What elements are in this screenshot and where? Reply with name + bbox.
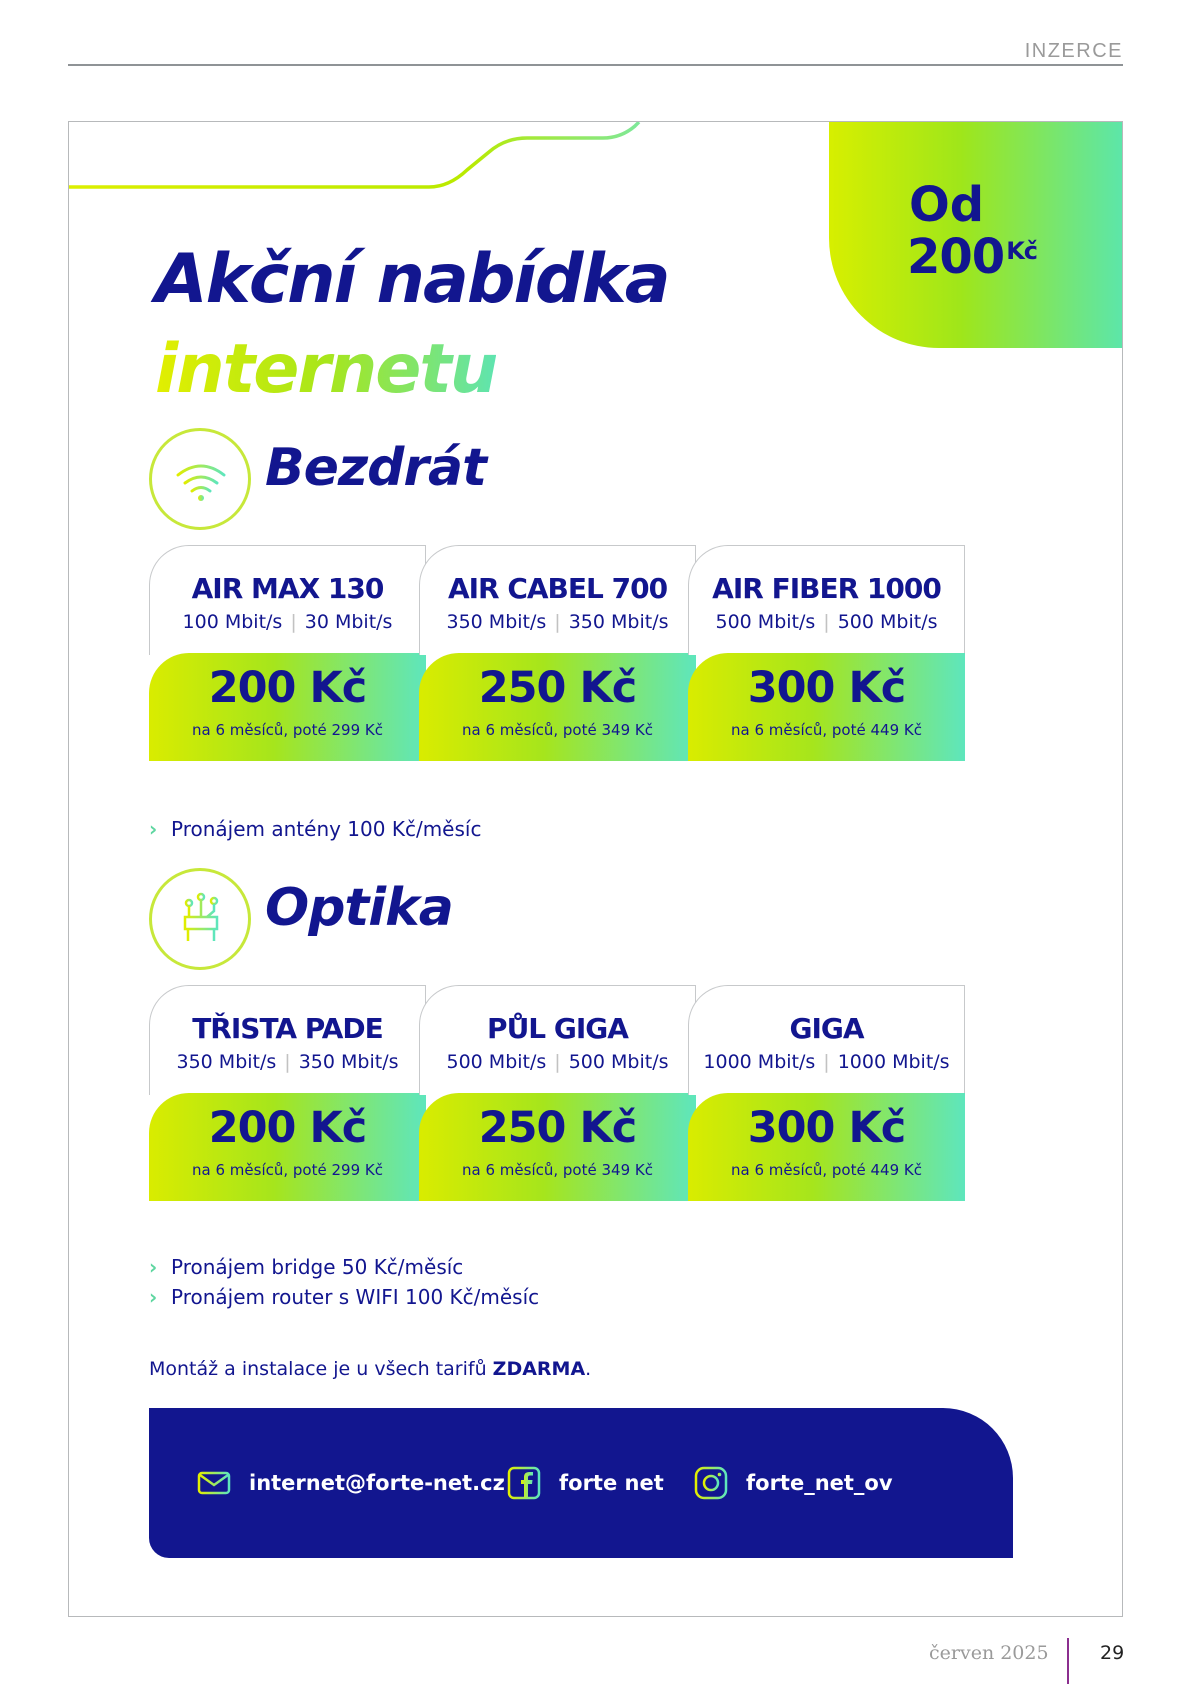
plan-price-box	[688, 1093, 965, 1201]
header-label: INZERCE	[1024, 40, 1123, 62]
plan-upload: 350 Mbit/s	[298, 1051, 399, 1073]
plan-name: PŮL GIGA	[487, 1012, 628, 1045]
speed-separator: |	[823, 1051, 830, 1073]
plan-speed	[420, 611, 695, 633]
speed-separator: |	[290, 611, 297, 633]
plan-name: AIR CABEL 700	[447, 572, 668, 605]
bullet-text: Pronájem bridge 50 Kč/měsíc	[171, 1255, 464, 1279]
bullet-item	[149, 817, 481, 841]
plan-price-note: na 6 měsíců, poté 299 Kč	[192, 1161, 383, 1179]
advert-frame	[68, 121, 1123, 1617]
bullet-item	[149, 1255, 463, 1279]
plan-speed	[689, 611, 964, 633]
plan-name: AIR MAX 130	[191, 572, 384, 605]
contact-instagram[interactable]	[694, 1466, 893, 1500]
plan-speed	[150, 611, 425, 633]
plan-download: 350 Mbit/s	[176, 1051, 277, 1073]
install-text: Montáž a instalace je u všech tarifů	[149, 1358, 493, 1380]
installation-note	[149, 1358, 591, 1380]
plan-card	[149, 545, 426, 761]
plan-download: 100 Mbit/s	[182, 611, 283, 633]
plan-card	[688, 985, 965, 1201]
contact-email[interactable]	[197, 1466, 505, 1500]
plan-price: 200 Kč	[208, 663, 367, 713]
email-link[interactable]: internet@forte-net.cz	[249, 1471, 505, 1495]
instagram-link[interactable]: forte_net_ov	[746, 1471, 893, 1495]
plan-price: 250 Kč	[478, 1103, 637, 1153]
install-free: ZDARMA	[492, 1358, 586, 1380]
footer-divider	[1067, 1638, 1069, 1684]
mail-icon	[197, 1466, 231, 1500]
facebook-icon	[507, 1466, 541, 1500]
speed-separator: |	[554, 1051, 561, 1073]
plan-upload: 1000 Mbit/s	[837, 1051, 950, 1073]
fiber-icon	[149, 868, 251, 970]
plan-download: 350 Mbit/s	[446, 611, 547, 633]
plan-price: 300 Kč	[747, 1103, 906, 1153]
plan-card	[419, 545, 696, 761]
plan-price-box	[419, 653, 696, 761]
speed-separator: |	[284, 1051, 291, 1073]
plan-header	[688, 545, 965, 655]
plan-price: 200 Kč	[208, 1103, 367, 1153]
plan-download: 1000 Mbit/s	[703, 1051, 816, 1073]
plan-card	[688, 545, 965, 761]
contact-facebook[interactable]	[507, 1466, 664, 1500]
plan-price: 250 Kč	[478, 663, 637, 713]
plan-price-box	[149, 653, 426, 761]
plan-header	[149, 985, 426, 1095]
badge-od-text: Od	[909, 177, 985, 233]
chevron-right-icon: ›	[149, 1255, 158, 1279]
plan-download: 500 Mbit/s	[446, 1051, 547, 1073]
badge-currency: Kč	[1006, 237, 1038, 265]
plan-price-box	[149, 1093, 426, 1201]
plan-upload: 30 Mbit/s	[304, 611, 393, 633]
bullet-text: Pronájem router s WIFI 100 Kč/měsíc	[171, 1285, 540, 1309]
facebook-link[interactable]: forte net	[559, 1471, 664, 1495]
plan-download: 500 Mbit/s	[715, 611, 816, 633]
plan-name: TŘISTA PADE	[192, 1012, 383, 1045]
plan-name: GIGA	[789, 1012, 864, 1045]
plan-card	[149, 985, 426, 1201]
plan-price-note: na 6 měsíců, poté 349 Kč	[462, 721, 653, 739]
chevron-right-icon: ›	[149, 1285, 158, 1309]
plan-price-box	[688, 653, 965, 761]
plan-upload: 500 Mbit/s	[568, 1051, 669, 1073]
plan-header	[419, 985, 696, 1095]
plan-speed	[150, 1051, 425, 1073]
plan-price: 300 Kč	[747, 663, 906, 713]
plan-card	[419, 985, 696, 1201]
plan-speed	[689, 1051, 964, 1073]
page-number: 29	[1100, 1642, 1125, 1664]
page-subtitle: internetu	[155, 330, 497, 409]
plan-price-box	[419, 1093, 696, 1201]
instagram-icon	[694, 1466, 728, 1500]
plan-price-note: na 6 měsíců, poté 449 Kč	[731, 1161, 922, 1179]
page-title: Akční nabídka	[155, 240, 669, 319]
chevron-right-icon: ›	[149, 817, 158, 841]
section-title-optika: Optika	[265, 878, 453, 938]
issue-date: červen 2025	[929, 1642, 1049, 1664]
badge-price-value: 200	[907, 229, 1005, 285]
plan-upload: 350 Mbit/s	[568, 611, 669, 633]
price-from-badge	[829, 121, 1123, 348]
speed-separator: |	[554, 611, 561, 633]
plan-header	[149, 545, 426, 655]
plan-price-note: na 6 měsíců, poté 449 Kč	[731, 721, 922, 739]
section-title-bezdrat: Bezdrát	[265, 438, 486, 498]
plan-price-note: na 6 měsíců, poté 299 Kč	[192, 721, 383, 739]
bullet-item	[149, 1285, 539, 1309]
decorative-curve	[69, 122, 669, 202]
install-end: .	[585, 1358, 592, 1380]
plan-speed	[420, 1051, 695, 1073]
header-rule	[68, 64, 1123, 66]
badge-price	[907, 229, 1038, 285]
contact-bar	[149, 1408, 1013, 1558]
wifi-icon	[149, 428, 251, 530]
speed-separator: |	[823, 611, 830, 633]
plan-upload: 500 Mbit/s	[837, 611, 938, 633]
plan-header	[688, 985, 965, 1095]
bullet-text: Pronájem antény 100 Kč/měsíc	[171, 817, 482, 841]
plan-price-note: na 6 měsíců, poté 349 Kč	[462, 1161, 653, 1179]
plan-header	[419, 545, 696, 655]
plan-name: AIR FIBER 1000	[712, 572, 941, 605]
